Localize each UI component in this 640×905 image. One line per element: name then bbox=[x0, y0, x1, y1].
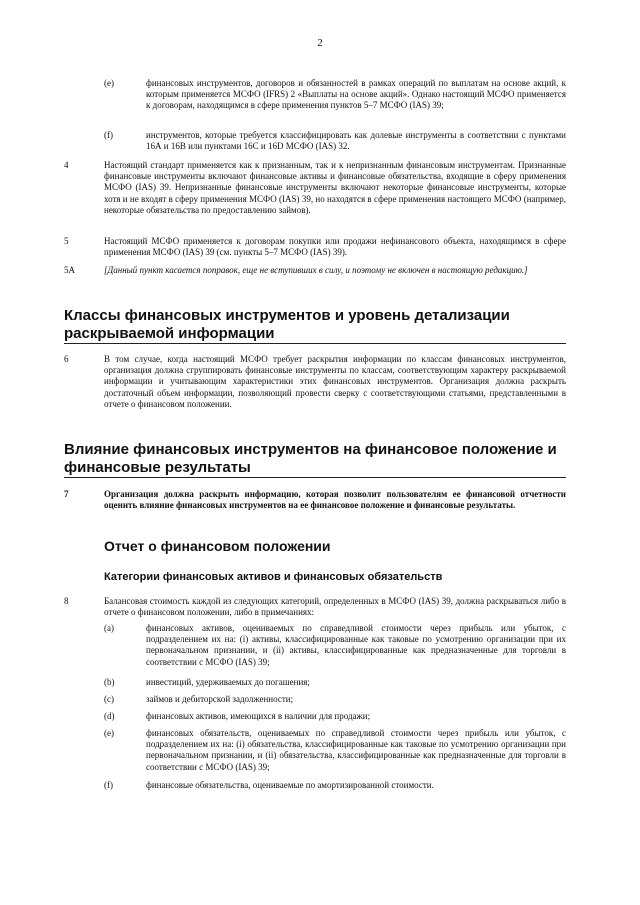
paragraph-number-7: 7 bbox=[64, 489, 69, 499]
paragraph-8: Балансовая стоимость каждой из следующих категорий, определенных в МСФО (IAS) 39, должна раскрываться либо в отчете о финансовом положении, либо в примечаниях: bbox=[104, 596, 566, 618]
section-heading-effect: Влияние финансовых инструментов на финансовое положение и финансовые результаты bbox=[64, 441, 557, 476]
paragraph-5: Настоящий МСФО применяется к договорам покупки или продажи нефинансового объекта, находящимся в сфере применения МСФО (IAS) 39 (см. пункты 5–7 МСФО (IAS) 39). bbox=[104, 236, 566, 258]
heading-underline bbox=[64, 343, 566, 344]
list-item-label: (b) bbox=[104, 677, 115, 687]
subsection-heading: Отчет о финансовом положении bbox=[104, 538, 331, 554]
list-item-label: (c) bbox=[104, 694, 114, 704]
list-item-label: (f) bbox=[104, 780, 113, 790]
paragraph-6: В том случае, когда настоящий МСФО требует раскрытия информации по классам финансовых инструментов, организация должна сгруппировать финансовые инструменты по классам, соответствующим характеру раскрываемой информации и учитывающим характеристики этих финансовых инструментов. Организация должна раскрыть достаточный объем информации, позволяющий провести сверку с соответствующими статьями, представленными в отчете о финансовом положении. bbox=[104, 354, 566, 409]
item-label-e: (e) bbox=[104, 78, 114, 88]
paragraph-number-8: 8 bbox=[64, 596, 69, 606]
paragraph-5a: [Данный пункт касается поправок, еще не вступивших в силу, и поэтому не включен в настоящую редакцию.] bbox=[104, 265, 528, 275]
list-item-text: займов и дебиторской задолженности; bbox=[146, 694, 294, 704]
paragraph-7: Организация должна раскрыть информацию, которая позволит пользователям ее финансовой отчетности оценить влияние финансовых инструментов на ее финансовое положение и финансовые результаты. bbox=[104, 489, 566, 511]
item-text-f: инструментов, которые требуется классифицировать как долевые инструменты в соответствии с пунктами 16А и 16В или пунктами 16С и 16D МСФО (IAS) 32. bbox=[146, 130, 566, 152]
section-heading-classes: Классы финансовых инструментов и уровень детализации раскрываемой информации bbox=[64, 307, 510, 342]
list-item-text: инвестиций, удерживаемых до погашения; bbox=[146, 677, 310, 687]
list-item-label: (d) bbox=[104, 711, 115, 721]
page-number: 2 bbox=[317, 37, 323, 49]
sub-subsection-heading: Категории финансовых активов и финансовых обязательств bbox=[104, 571, 443, 583]
list-item-text: финансовых обязательств, оцениваемых по справедливой стоимости через прибыль или убыток, с подразделением их на: (i) обязательства, классифицированные как таковые по усмотрению организации при первоначальном признании, и (ii) обязательства, классифицированные как предназначенные для торговли в соответствии с МСФО (IAS) 39; bbox=[146, 728, 566, 772]
paragraph-number-4: 4 bbox=[64, 160, 69, 170]
paragraph-number-5a: 5А bbox=[64, 265, 75, 275]
paragraph-number-6: 6 bbox=[64, 354, 69, 364]
list-item-text: финансовых активов, имеющихся в наличии для продажи; bbox=[146, 711, 371, 721]
paragraph-4: Настоящий стандарт применяется как к признанным, так и к непризнанным финансовым инструментам. Признанные финансовые инструменты включают финансовые активы и финансовые обязательства, входящие в сферу применения МСФО (IAS) 39. Непризнанные финансовые инструменты включают некоторые финансовые инструменты, которые хотя и не входят в сферу применения МСФО (IAS) 39, но находятся в сфере применения настоящего МСФО (например, некоторые обязательства по предоставлению займов). bbox=[104, 160, 566, 215]
paragraph-number-5: 5 bbox=[64, 236, 69, 246]
item-label-f: (f) bbox=[104, 130, 113, 140]
list-item-label: (e) bbox=[104, 728, 114, 738]
list-item-text: финансовых активов, оцениваемых по справедливой стоимости через прибыль или убыток, с подразделением их на: (i) активы, классифицированные как таковые по усмотрению организации при их первоначальном признании, и (ii) активы, классифицированные как предназначенные для торговли в соответствии с МСФО (IAS) 39; bbox=[146, 623, 566, 667]
item-text-e: финансовых инструментов, договоров и обязанностей в рамках операций по выплатам на основе акций, к которым применяется МСФО (IFRS) 2 «Выплаты на основе акций». Однако настоящий МСФО применяется к договорам, находящимся в сфере применения пунктов 5–7 МСФО (IAS) 39; bbox=[146, 78, 566, 111]
list-item-text: финансовые обязательства, оцениваемые по амортизированной стоимости. bbox=[146, 780, 434, 790]
heading-underline bbox=[64, 477, 566, 478]
list-item-label: (a) bbox=[104, 623, 114, 633]
